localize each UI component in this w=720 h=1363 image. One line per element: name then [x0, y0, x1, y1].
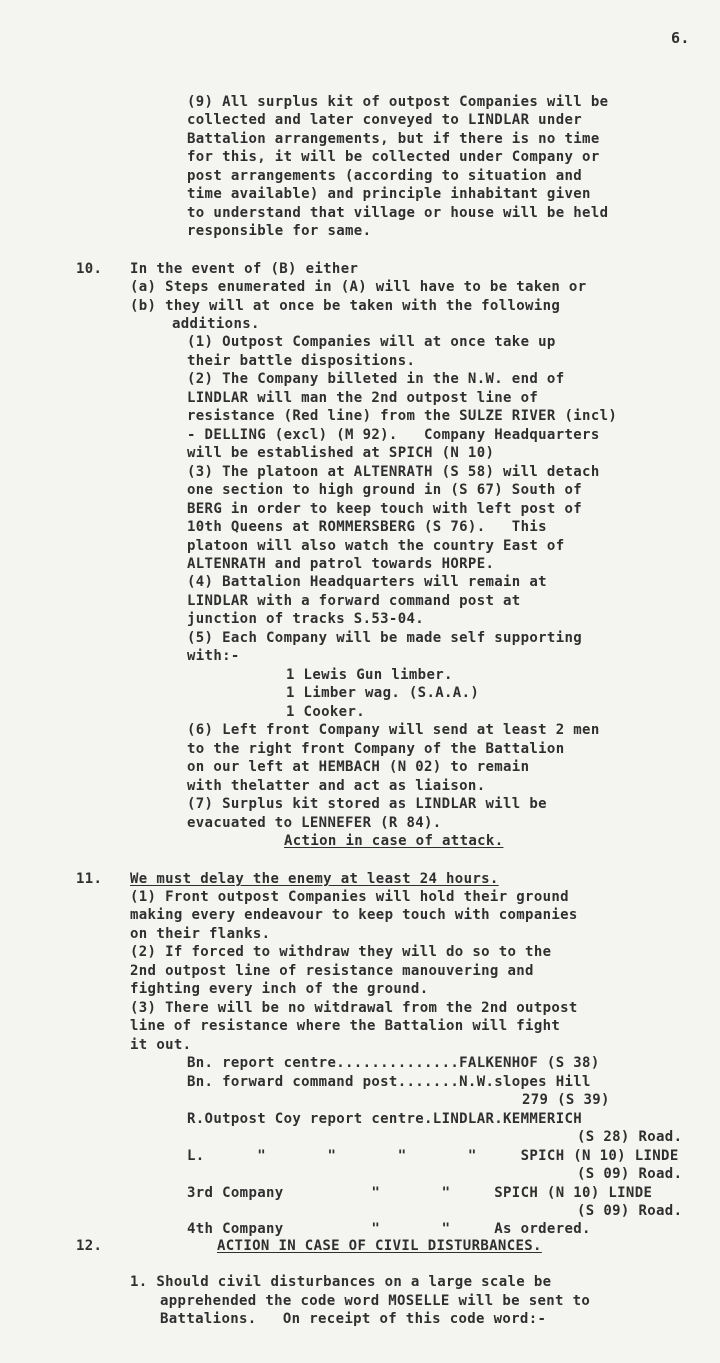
- text-line: (2) If forced to withdraw they will do so to the: [130, 944, 552, 960]
- text-line: collected and later conveyed to LINDLAR under: [187, 112, 583, 128]
- section-heading: ACTION IN CASE OF CIVIL DISTURBANCES.: [217, 1238, 542, 1254]
- section-number: 12.: [76, 1238, 103, 1254]
- report-centre-row: (S 28) Road.: [577, 1129, 683, 1145]
- text-line: to the right front Company of the Battalion: [187, 741, 565, 757]
- text-line: time available) and principle inhabitant given: [187, 186, 591, 202]
- section-number: 11.: [76, 871, 103, 887]
- text-line: fighting every inch of the ground.: [130, 981, 429, 997]
- list-item: 1 Cooker.: [286, 704, 366, 720]
- section-number: 10.: [76, 261, 103, 277]
- text-line: (9) All surplus kit of outpost Companies will be: [187, 94, 609, 110]
- text-line: with:-: [187, 648, 240, 664]
- text-line: it out.: [130, 1037, 192, 1053]
- text-line: - DELLING (excl) (M 92). Company Headquarters: [187, 427, 600, 443]
- section-heading: Action in case of attack.: [284, 833, 504, 849]
- text-line: junction of tracks S.53-04.: [187, 611, 425, 627]
- text-line: on our left at HEMBACH (N 02) to remain: [187, 759, 530, 775]
- text-line: their battle dispositions.: [187, 353, 416, 369]
- text-line: 2nd outpost line of resistance manouvering and: [130, 963, 534, 979]
- report-centre-row: L. " " " " SPICH (N 10) LINDE: [187, 1148, 679, 1164]
- page-number: 6.: [671, 29, 690, 47]
- text-line: LINDLAR will man the 2nd outpost line of: [187, 390, 539, 406]
- text-line: with thelatter and act as liaison.: [187, 778, 486, 794]
- text-line: (1) Outpost Companies will at once take up: [187, 334, 556, 350]
- text-line: for this, it will be collected under Company or: [187, 149, 600, 165]
- text-line: post arrangements (according to situation and: [187, 168, 583, 184]
- text-line: Battalion arrangements, but if there is no time: [187, 131, 600, 147]
- report-centre-row: 3rd Company " " SPICH (N 10) LINDE: [187, 1185, 653, 1201]
- text-line: evacuated to LENNEFER (R 84).: [187, 815, 442, 831]
- report-centre-row: (S 09) Road.: [577, 1203, 683, 1219]
- text-line: (5) Each Company will be made self supporting: [187, 630, 583, 646]
- text-line: platoon will also watch the country East of: [187, 538, 565, 554]
- text-line: additions.: [172, 316, 260, 332]
- text-line: LINDLAR with a forward command post at: [187, 593, 521, 609]
- report-centre-row: Bn. report centre..............FALKENHOF (S 38): [187, 1055, 600, 1071]
- text-line: resistance (Red line) from the SULZE RIVER (incl): [187, 408, 618, 424]
- text-line: We must delay the enemy at least 24 hours.: [130, 871, 499, 887]
- report-centre-row: R.Outpost Coy report centre.LINDLAR.KEMMERICH: [187, 1111, 583, 1127]
- text-line: Battalions. On receipt of this code word:-: [160, 1311, 547, 1327]
- text-line: (3) The platoon at ALTENRATH (S 58) will detach: [187, 464, 600, 480]
- text-line: line of resistance where the Battalion will fight: [130, 1018, 561, 1034]
- text-line: responsible for same.: [187, 223, 372, 239]
- text-line: (4) Battalion Headquarters will remain at: [187, 574, 547, 590]
- text-line: making every endeavour to keep touch with companies: [130, 907, 578, 923]
- text-line: on their flanks.: [130, 926, 271, 942]
- text-line: (6) Left front Company will send at least 2 men: [187, 722, 600, 738]
- text-line: to understand that village or house will be held: [187, 205, 609, 221]
- list-item: 1 Limber wag. (S.A.A.): [286, 685, 480, 701]
- text-line: (b) they will at once be taken with the following: [130, 298, 561, 314]
- text-line: ALTENRATH and patrol towards HORPE.: [187, 556, 495, 572]
- list-item: 1 Lewis Gun limber.: [286, 667, 453, 683]
- text-line: (1) Front outpost Companies will hold their ground: [130, 889, 569, 905]
- text-line: will be established at SPICH (N 10): [187, 445, 495, 461]
- text-line: (7) Surplus kit stored as LINDLAR will be: [187, 796, 547, 812]
- text-line: (2) The Company billeted in the N.W. end of: [187, 371, 565, 387]
- report-centre-row: 279 (S 39): [522, 1092, 610, 1108]
- text-line: (a) Steps enumerated in (A) will have to be taken or: [130, 279, 587, 295]
- report-centre-row: Bn. forward command post.......N.W.slopes Hill: [187, 1074, 591, 1090]
- text-line: BERG in order to keep touch with left post of: [187, 501, 583, 517]
- text-line: 10th Queens at ROMMERSBERG (S 76). This: [187, 519, 547, 535]
- text-line: apprehended the code word MOSELLE will be sent to: [160, 1293, 591, 1309]
- report-centre-row: 4th Company " " As ordered.: [187, 1221, 591, 1237]
- text-line: one section to high ground in (S 67) South of: [187, 482, 583, 498]
- text-line: (3) There will be no witdrawal from the 2nd outpost: [130, 1000, 578, 1016]
- text-line: 1. Should civil disturbances on a large scale be: [130, 1274, 552, 1290]
- report-centre-row: (S 09) Road.: [577, 1166, 683, 1182]
- text-line: In the event of (B) either: [130, 261, 359, 277]
